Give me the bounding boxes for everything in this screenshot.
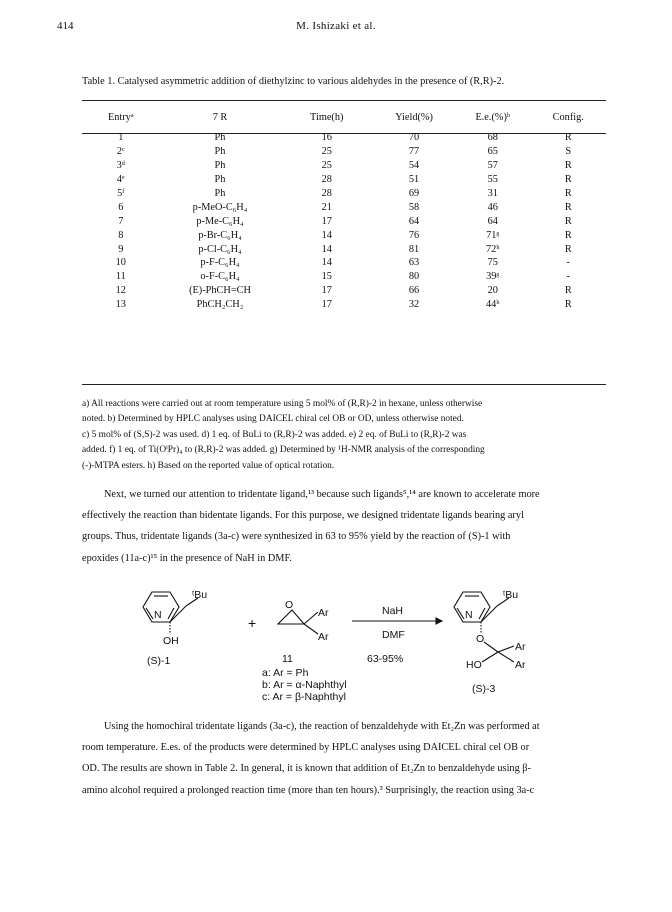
table-bottom-rule	[82, 384, 606, 385]
n-atom-right: N	[465, 609, 473, 621]
cell-yield: 77	[408, 146, 420, 158]
table-header-row	[82, 104, 606, 131]
cell-entry: 5ᶠ	[117, 188, 125, 199]
table-row	[82, 145, 606, 159]
footnote-line: a) All reactions were carried out at room temperature using 5 mol% of (R,R)-2 in hexane, unless otherwise	[82, 399, 483, 409]
cell-r-group: p-MeO-C₆H₄	[192, 201, 248, 213]
cell-r-group: PhCH₂CH₂	[196, 299, 244, 311]
cell-entry: 3ᵈ	[116, 160, 125, 172]
cell-ee: 44ʰ	[485, 299, 500, 311]
cell-config: R	[564, 299, 572, 311]
table-row	[82, 159, 606, 173]
cell-yield: 70	[408, 132, 420, 144]
cell-entry: 4ᵉ	[116, 174, 125, 186]
cell-ee: 75	[487, 257, 498, 269]
cell-entry: 13	[115, 299, 126, 311]
footnote-line: added. f) 1 eq. of Ti(OⁱPr)₄ to (R,R)-2 was added. g) Determined by ¹H-NMR analysis of the corresponding	[82, 445, 485, 456]
compound-label-s1: (S)-1	[147, 655, 171, 667]
table-row	[82, 173, 606, 187]
table-row	[82, 228, 606, 242]
tbu-label-right: ᵗBu	[503, 589, 519, 601]
table-row	[82, 187, 606, 201]
cell-r-group: p-Me-C₆H₄	[196, 215, 244, 227]
col-header-entry: Entryᵃ	[107, 112, 134, 123]
cell-entry: 1	[118, 132, 124, 144]
paragraph-results	[82, 716, 612, 801]
cell-config: R	[564, 160, 572, 172]
paragraph-line: room temperature. E.es. of the products were determined by HPLC analyses using DAICEL chiral cel OB or	[82, 742, 530, 754]
cell-yield: 69	[408, 188, 420, 199]
ho-label-right: HO	[466, 659, 482, 671]
cell-yield: 76	[408, 229, 420, 241]
plus-sign: +	[248, 615, 257, 631]
table-row	[82, 214, 606, 228]
cell-config: R	[564, 174, 572, 186]
cell-config: R	[564, 201, 572, 213]
cell-ee: 20	[487, 285, 498, 297]
cell-ee: 72ʰ	[485, 243, 500, 255]
table-row	[82, 242, 606, 256]
cell-config: -	[566, 271, 570, 283]
option-c: c: Ar = β-Naphthyl	[262, 691, 346, 703]
table-row	[82, 270, 606, 284]
paragraph-line: OD. The results are shown in Table 2. In general, it is known that addition of Et₂Zn to benzaldehyde using β-	[82, 763, 531, 775]
cell-entry: 12	[115, 285, 126, 297]
table-row	[82, 256, 606, 270]
ar-label-right-top: Ar	[515, 641, 526, 653]
table-top-rule	[82, 100, 606, 101]
cell-config: R	[564, 215, 572, 227]
table-caption: Table 1. Catalysed asymmetric addition of diethylzinc to various aldehydes in the presence of (R,R)-2.	[82, 76, 505, 87]
table-footnotes	[82, 397, 606, 474]
cell-entry: 2ᶜ	[116, 146, 125, 158]
cell-entry: 6	[118, 201, 124, 213]
option-b: b: Ar = α-Naphthyl	[262, 679, 347, 691]
cell-entry: 9	[118, 243, 124, 255]
ar-label-right-bottom: Ar	[515, 659, 526, 671]
cell-ee: 39ᵍ	[486, 271, 500, 283]
cell-time: 17	[321, 299, 332, 311]
cell-yield: 51	[408, 174, 420, 186]
paragraph-line: amino alcohol required a prolonged reaction time (more than ten hours).³ Surprisingly, the reaction using 3a-c	[82, 784, 535, 796]
epoxide-oxygen: O	[285, 599, 294, 611]
col-header-time: Time(h)	[310, 112, 344, 123]
cell-time: 15	[321, 271, 332, 283]
reagent-nah: NaH	[382, 605, 404, 617]
cell-ee: 55	[487, 174, 498, 186]
cell-ee: 64	[487, 215, 498, 227]
cell-time: 21	[321, 201, 332, 213]
paragraph-line: Using the homochiral tridentate ligands (3a-c), the reaction of benzaldehyde with Et₂Zn was performed at	[104, 721, 540, 732]
cell-config: R	[564, 243, 572, 255]
compound-label-s3: (S)-3	[472, 683, 496, 695]
cell-time: 14	[321, 243, 332, 255]
cell-time: 16	[321, 132, 332, 144]
footnote-line: noted. b) Determined by HPLC analyses using DAICEL chiral cel OB or OD, unless otherwise noted.	[82, 414, 464, 425]
reaction-scheme	[130, 584, 570, 714]
cell-config: R	[564, 285, 572, 297]
col-header-yield: Yield(%)	[395, 112, 433, 123]
cell-r-group: Ph	[214, 174, 226, 186]
table-row	[82, 131, 606, 145]
paragraph-tridentate	[82, 484, 612, 569]
cell-time: 28	[321, 174, 332, 186]
col-header-config: Config.	[552, 112, 584, 123]
results-table	[82, 104, 606, 312]
tbu-label-left: ᵗBu	[192, 589, 208, 601]
cell-time: 17	[321, 285, 332, 297]
paragraph-line: epoxides (11a-c)¹⁵ in the presence of NaH in DMF.	[82, 552, 292, 564]
cell-r-group: Ph	[214, 160, 226, 172]
cell-config: S	[565, 146, 572, 158]
cell-r-group: (E)-PhCH=CH	[189, 285, 251, 297]
cell-yield: 80	[408, 271, 420, 283]
cell-r-group: Ph	[214, 132, 226, 144]
table-row	[82, 284, 606, 298]
cell-yield: 54	[408, 160, 420, 172]
cell-yield: 63	[408, 257, 420, 269]
cell-r-group: p-Cl-C₆H₄	[198, 243, 242, 255]
option-a: a: Ar = Ph	[262, 667, 309, 679]
ar-label-bottom: Ar	[318, 631, 329, 643]
running-title: M. Ishizaki et al.	[296, 20, 376, 32]
cell-config: -	[566, 257, 570, 269]
cell-yield: 66	[408, 285, 420, 297]
epoxide-ring	[278, 610, 304, 624]
table-body	[82, 131, 606, 312]
compound-label-11: 11	[282, 653, 293, 665]
cell-r-group: p-F-C₆H₄	[200, 257, 240, 269]
cell-time: 25	[321, 160, 332, 172]
cell-time: 14	[321, 229, 332, 241]
cell-ee: 65	[487, 146, 498, 158]
cell-r-group: Ph	[214, 146, 226, 158]
paragraph-line: effectively the reaction than bidentate ligands. For this purpose, we designed tridentate ligands bearing aryl	[82, 510, 524, 522]
cell-entry: 10	[115, 257, 126, 269]
cell-r-group: Ph	[214, 188, 226, 199]
page-number: 414	[57, 20, 74, 32]
ar-label-top: Ar	[318, 607, 329, 619]
cell-config: R	[564, 188, 572, 199]
cell-config: R	[564, 229, 572, 241]
paragraph-line: groups. Thus, tridentate ligands (3a-c) were synthesized in 63 to 95% yield by the reaction of (S)-1 with	[82, 531, 511, 543]
footnote-line: (-)-MTPA esters. h) Based on the reported value of optical rotation.	[82, 460, 335, 471]
cell-time: 25	[321, 146, 332, 158]
cell-r-group: p-Br-C₆H₄	[198, 229, 242, 241]
cell-config: R	[564, 132, 572, 144]
cell-r-group: o-F-C₆H₄	[200, 271, 240, 283]
n-atom-left: N	[154, 609, 162, 621]
cell-ee: 68	[487, 132, 498, 144]
cell-ee: 57	[487, 160, 498, 172]
cell-yield: 32	[408, 299, 420, 311]
table-row	[82, 200, 606, 214]
cell-time: 14	[321, 257, 332, 269]
cell-ee: 31	[487, 188, 498, 199]
cell-time: 28	[321, 188, 332, 199]
cell-yield: 58	[408, 201, 420, 213]
paragraph-line: Next, we turned our attention to tridentate ligand,¹³ because such ligands⁵,¹⁴ are known to accelerate more	[104, 489, 540, 500]
cell-entry: 7	[118, 215, 124, 227]
o-atom-right: O	[476, 633, 485, 645]
yield-range: 63-95%	[367, 653, 404, 665]
cell-yield: 81	[408, 243, 420, 255]
cell-yield: 64	[408, 215, 420, 227]
oh-label-left: OH	[163, 635, 179, 647]
cell-time: 17	[321, 215, 332, 227]
cell-entry: 11	[115, 271, 126, 283]
cell-ee: 46	[487, 201, 498, 213]
table-row	[82, 298, 606, 312]
col-header-ee: E.e.(%)ᵇ	[475, 112, 511, 123]
footnote-line: c) 5 mol% of (S,S)-2 was used. d) 1 eq. of BuLi to (R,R)-2 was added. e) 2 eq. of BuLi to (R,R)-2 was	[82, 429, 467, 440]
col-header-r: 7 R	[212, 112, 228, 123]
solvent-dmf: DMF	[382, 629, 405, 641]
cell-ee: 71ᵍ	[486, 229, 500, 241]
cell-entry: 8	[118, 229, 124, 241]
